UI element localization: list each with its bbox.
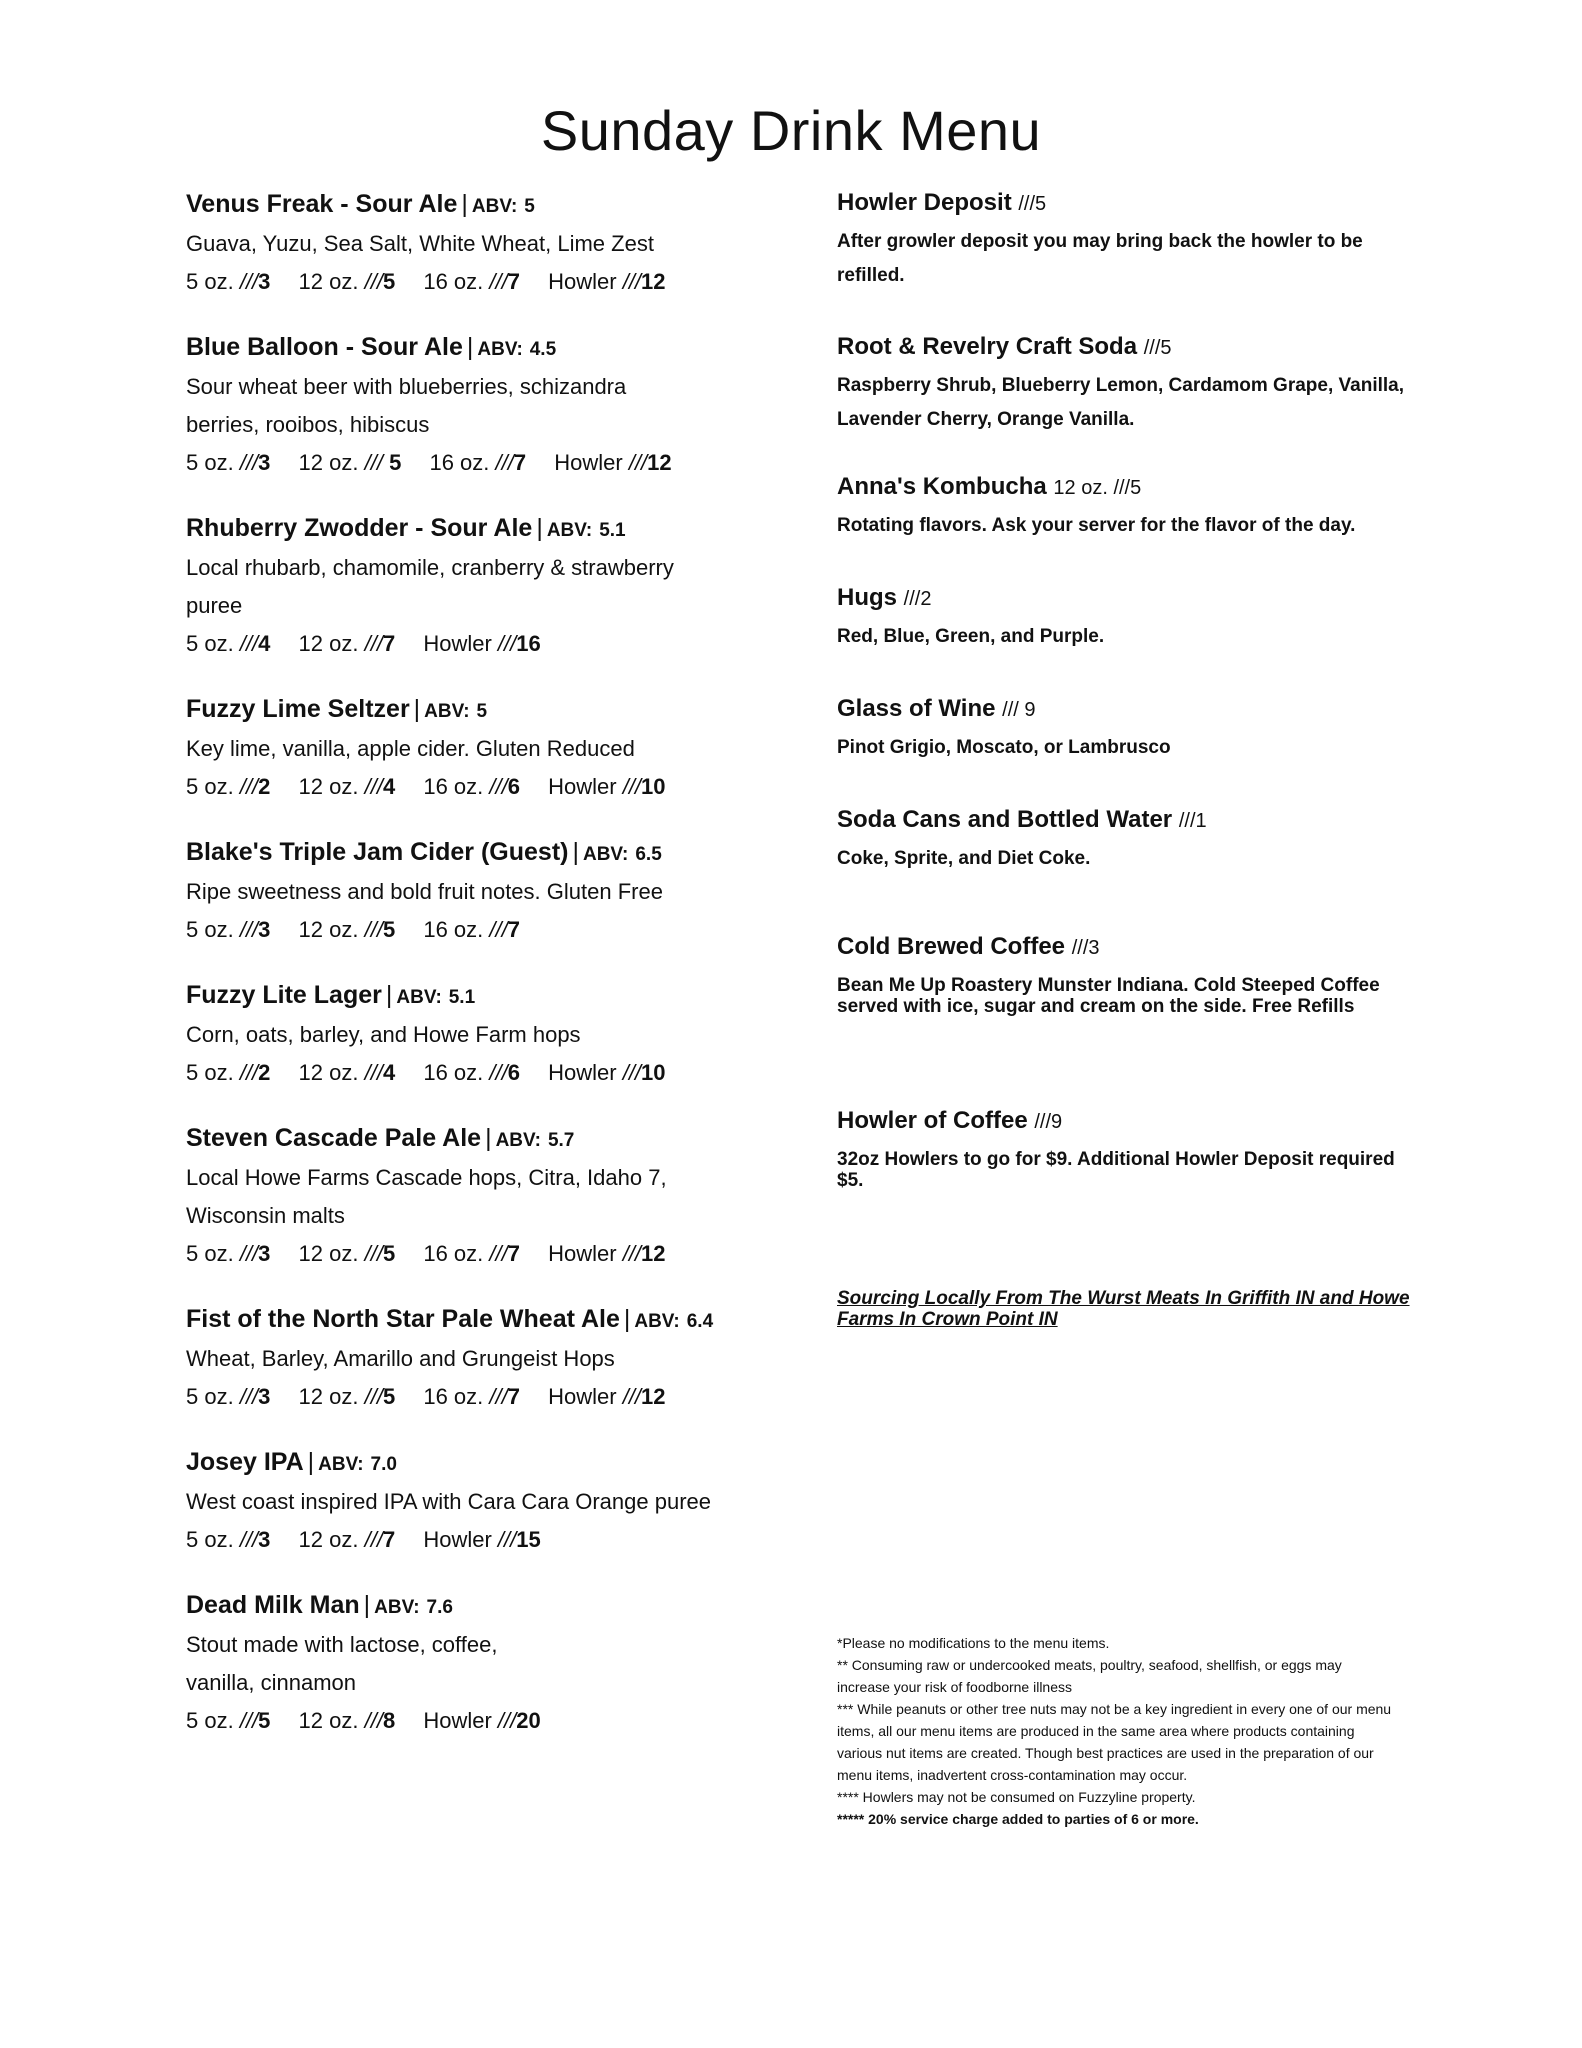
abv-value: 5 (476, 701, 488, 722)
price-row: 5 oz. ///2 12 oz. ///4 16 oz. ///6 Howler ///10 (186, 1060, 666, 1085)
price-row: 5 oz. ///3 12 oz. ///5 16 oz. ///7 Howler ///12 (186, 1241, 666, 1266)
beer-description: Wheat, Barley, Amarillo and Grungeist Hops (186, 1346, 615, 1371)
note-line: *** While peanuts or other tree nuts may not be a key ingredient in every one of our menu items, all our menu items are produced in the same area where products containing various nut items are created. Though best practices are used in the preparation of our menu items, inadvertent cross-contamination may occur. (837, 1701, 1392, 1783)
price-row: 5 oz. ///4 12 oz. ///7 Howler ///16 (186, 631, 541, 656)
item-name: Howler of Coffee (837, 1107, 1028, 1134)
abv-label: ABV: (634, 1311, 680, 1332)
item-description: Red, Blue, Green, and Purple. (837, 626, 1105, 647)
item-price: ///5 (1143, 337, 1172, 359)
price-row: 5 oz. ///3 12 oz. /// 5 16 oz. ///7 Howler ///12 (186, 450, 672, 475)
item-price: ///3 (1071, 937, 1100, 959)
beer-item: Josey IPA | ABV: 7.0 West coast inspired IPA with Cara Cara Orange puree 5 oz. ///3 12 oz. ///7 Howler ///15 (186, 1444, 786, 1559)
price-row: 5 oz. ///3 12 oz. ///5 16 oz. ///7 (186, 917, 520, 942)
note-line: **** Howlers may not be consumed on Fuzzyline property. (837, 1789, 1196, 1805)
item-description: Rotating flavors. Ask your server for the flavor of the day. (837, 515, 1356, 536)
note-line: *Please no modifications to the menu items. (837, 1635, 1110, 1651)
beer-item: Blue Balloon - Sour Ale | ABV: 4.5 Sour wheat beer with blueberries, schizandra berries, rooibos, hibiscus 5 oz. ///3 12 oz. /// 5 16 oz. ///7 Howler ///12 (186, 329, 786, 482)
item-price: /// 9 (1002, 699, 1036, 721)
item-price: ///2 (903, 588, 932, 610)
note-line: ** Consuming raw or undercooked meats, poultry, seafood, shellfish, or eggs may increase your risk of foodborne illness (837, 1657, 1342, 1695)
abv-value: 5.7 (547, 1130, 575, 1151)
beer-description: Key lime, vanilla, apple cider. Gluten Reduced (186, 736, 635, 761)
item-description: Coke, Sprite, and Diet Coke. (837, 848, 1091, 869)
abv-label: ABV: (396, 987, 442, 1008)
abv-value: 5.1 (448, 987, 476, 1008)
abv-value: 5.1 (599, 520, 626, 541)
cold-brew-item (837, 930, 1417, 1017)
note-line: ***** 20% service charge added to parties of 6 or more. (837, 1811, 1199, 1827)
abv-value: 6.5 (635, 844, 662, 865)
beer-description: puree (186, 593, 243, 618)
beer-description: Local rhubarb, chamomile, cranberry & strawberry (186, 555, 674, 580)
abv-label: ABV: (471, 196, 518, 217)
hugs-item (837, 581, 1417, 654)
item-price: ///9 (1034, 1111, 1063, 1133)
sourcing-note: Sourcing Locally From The Wurst Meats In Griffith IN and Howe Farms In Crown Point IN (837, 1288, 1410, 1330)
item-description: Pinot Grigio, Moscato, or Lambrusco (837, 737, 1171, 758)
beer-item: Steven Cascade Pale Ale | ABV: 5.7 Local Howe Farms Cascade hops, Citra, Idaho 7, Wisconsin malts 5 oz. ///3 12 oz. ///5 16 oz. ///7 Howler ///12 (186, 1120, 786, 1273)
abv-value: 7.6 (426, 1597, 453, 1618)
item-name: Hugs (837, 584, 897, 611)
abv-value: 6.4 (686, 1311, 714, 1332)
beer-name: Steven Cascade Pale Ale (186, 1124, 482, 1152)
abv-value: 4.5 (529, 339, 557, 360)
beer-description: vanilla, cinnamon (186, 1670, 356, 1695)
beer-item: Fuzzy Lime Seltzer | ABV: 5 Key lime, vanilla, apple cider. Gluten Reduced 5 oz. ///2 12 oz. ///4 16 oz. ///6 Howler ///10 (186, 691, 786, 806)
beer-item: Fist of the North Star Pale Wheat Ale | ABV: 6.4 Wheat, Barley, Amarillo and Grungeist Hops 5 oz. ///3 12 oz. ///5 16 oz. ///7 Howler ///12 (186, 1301, 786, 1416)
beer-list (186, 186, 786, 1768)
beer-description: West coast inspired IPA with Cara Cara Orange puree (186, 1489, 711, 1514)
beer-description: Sour wheat beer with blueberries, schizandra (186, 374, 627, 399)
item-price: ///1 (1178, 810, 1207, 832)
beer-name: Josey IPA (186, 1448, 304, 1476)
abv-label: ABV: (424, 701, 470, 722)
beer-item: Dead Milk Man | ABV: 7.6 Stout made with lactose, coffee, vanilla, cinnamon 5 oz. ///5 12 oz. ///8 Howler ///20 (186, 1587, 786, 1740)
item-price: ///5 (1018, 193, 1047, 215)
beer-name: Fuzzy Lite Lager (186, 981, 382, 1009)
beer-name: Fist of the North Star Pale Wheat Ale (186, 1305, 620, 1333)
item-name: Cold Brewed Coffee (837, 933, 1066, 960)
item-description: After growler deposit you may bring back the howler to be refilled. (837, 231, 1363, 286)
craft-soda-item (837, 330, 1417, 437)
beer-name: Rhuberry Zwodder - Sour Ale (186, 514, 533, 542)
beer-description: Local Howe Farms Cascade hops, Citra, Idaho 7, (186, 1165, 667, 1190)
menu-title: Sunday Drink Menu (540, 99, 1042, 162)
item-name: Howler Deposit (837, 189, 1012, 216)
beer-description: Corn, oats, barley, and Howe Farm hops (186, 1022, 581, 1047)
beer-description: Guava, Yuzu, Sea Salt, White Wheat, Lime Zest (186, 231, 654, 256)
item-description: Raspberry Shrub, Blueberry Lemon, Cardamom Grape, Vanilla, Lavender Cherry, Orange Vanilla. (837, 375, 1405, 430)
abv-label: ABV: (477, 339, 523, 360)
beer-description: berries, rooibos, hibiscus (186, 412, 430, 437)
disclaimer-notes (837, 1632, 1397, 1830)
item-name: Root & Revelry Craft Soda (837, 333, 1138, 360)
price-row: 5 oz. ///3 12 oz. ///5 16 oz. ///7 Howler ///12 (186, 1384, 666, 1409)
abv-label: ABV: (546, 520, 593, 541)
howler-deposit-item (837, 186, 1417, 293)
item-name: Glass of Wine (837, 695, 996, 722)
item-price: 12 oz. ///5 (1053, 477, 1142, 499)
item-name: Soda Cans and Bottled Water (837, 806, 1173, 833)
abv-label: ABV: (495, 1130, 541, 1151)
item-name: Anna's Kombucha (837, 473, 1047, 500)
beer-name: Fuzzy Lime Seltzer (186, 695, 410, 723)
abv-label: ABV: (374, 1597, 420, 1618)
kombucha-item (837, 470, 1417, 543)
abv-value: 7.0 (370, 1454, 397, 1475)
beer-name: Blue Balloon - Sour Ale (186, 333, 463, 361)
abv-value: 5 (524, 196, 535, 217)
soda-water-item (837, 803, 1417, 876)
price-row: 5 oz. ///5 12 oz. ///8 Howler ///20 (186, 1708, 541, 1733)
beer-name: Blake's Triple Jam Cider (Guest) (186, 838, 569, 866)
abv-label: ABV: (318, 1454, 364, 1475)
price-row: 5 oz. ///3 12 oz. ///5 16 oz. ///7 Howler ///12 (186, 269, 666, 294)
price-row: 5 oz. ///2 12 oz. ///4 16 oz. ///6 Howler ///10 (186, 774, 666, 799)
beer-name: Venus Freak - Sour Ale (186, 190, 458, 218)
beer-item: Blake's Triple Jam Cider (Guest) | ABV: 6.5 Ripe sweetness and bold fruit notes. Gluten Free 5 oz. ///3 12 oz. ///5 16 oz. ///7 (186, 834, 786, 949)
beer-name: Dead Milk Man (186, 1591, 360, 1619)
wine-item (837, 692, 1417, 765)
beer-description: Ripe sweetness and bold fruit notes. Gluten Free (186, 879, 663, 904)
beer-description: Wisconsin malts (186, 1203, 345, 1228)
item-description: 32oz Howlers to go for $9. Additional Howler Deposit required $5. (837, 1149, 1395, 1191)
item-description: Bean Me Up Roastery Munster Indiana. Cold Steeped Coffee served with ice, sugar and cream on the side. Free Refills (837, 975, 1380, 1017)
abv-label: ABV: (582, 844, 629, 865)
beer-item: Fuzzy Lite Lager | ABV: 5.1 Corn, oats, barley, and Howe Farm hops 5 oz. ///2 12 oz. ///4 16 oz. ///6 Howler ///10 (186, 977, 786, 1092)
price-row: 5 oz. ///3 12 oz. ///7 Howler ///15 (186, 1527, 541, 1552)
beer-item: Venus Freak - Sour Ale | ABV: 5 Guava, Yuzu, Sea Salt, White Wheat, Lime Zest 5 oz. ///3 12 oz. ///5 16 oz. ///7 Howler ///12 (186, 186, 786, 301)
beer-description: Stout made with lactose, coffee, (186, 1632, 498, 1657)
beer-item: Rhuberry Zwodder - Sour Ale | ABV: 5.1 Local rhubarb, chamomile, cranberry & strawberry puree 5 oz. ///4 12 oz. ///7 Howler ///16 (186, 510, 786, 663)
howler-coffee-item (837, 1104, 1417, 1191)
